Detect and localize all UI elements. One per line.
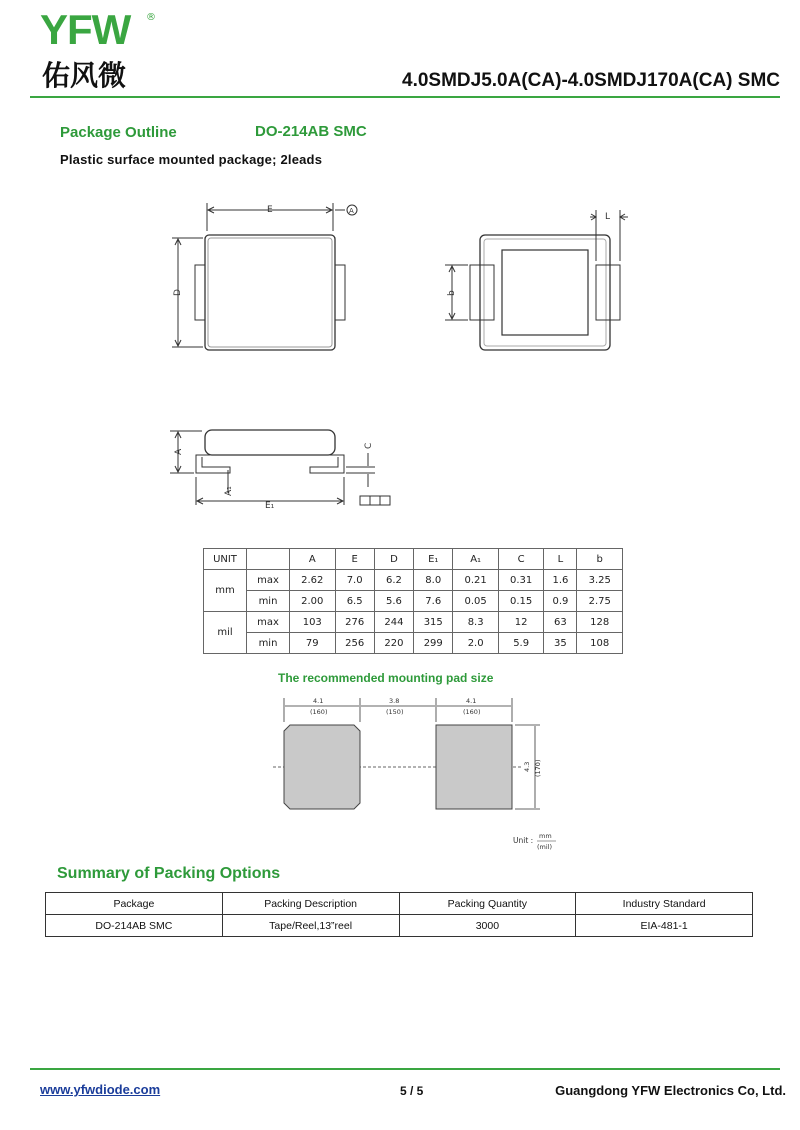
limit-cell: max xyxy=(247,570,290,591)
dim-label-c: C xyxy=(364,442,374,449)
mounting-pad-heading: The recommended mounting pad size xyxy=(278,671,494,685)
value-cell: 220 xyxy=(374,633,413,654)
mounting-pad-drawing xyxy=(265,692,565,857)
website-link[interactable]: www.yfwdiode.com xyxy=(40,1082,161,1097)
logo-chinese-name: 佑风微 xyxy=(42,59,127,92)
col-l: L xyxy=(544,549,577,570)
dimension-table-header xyxy=(204,549,623,570)
packing-description-cell: Tape/Reel,13”reel xyxy=(222,915,399,937)
table-row xyxy=(46,915,753,937)
pad-dim4-mil: (170) xyxy=(534,759,542,777)
value-cell: 299 xyxy=(414,633,453,654)
col-unit: UNIT xyxy=(204,549,247,570)
value-cell: 2.0 xyxy=(453,633,499,654)
value-cell: 5.9 xyxy=(498,633,544,654)
page-number: 5 / 5 xyxy=(400,1084,424,1098)
pad-dim4: 4.3 xyxy=(523,761,531,772)
industry-standard-cell: EIA-481-1 xyxy=(576,915,753,937)
dim-label-b: b xyxy=(447,290,457,296)
value-cell: 8.0 xyxy=(414,570,453,591)
limit-cell: min xyxy=(247,591,290,612)
col-a: A xyxy=(290,549,336,570)
packing-table-header xyxy=(46,893,753,915)
value-cell: 244 xyxy=(374,612,413,633)
datum-a-label: A xyxy=(349,207,354,215)
col-d: D xyxy=(374,549,413,570)
packing-quantity-cell: 3000 xyxy=(399,915,576,937)
unit-denominator: (mil) xyxy=(537,843,553,851)
pad-dim3-mil: (160) xyxy=(463,708,481,716)
value-cell: 3.25 xyxy=(577,570,623,591)
unit-numerator: mm xyxy=(539,832,552,840)
value-cell: 2.62 xyxy=(290,570,336,591)
package-cell: DO-214AB SMC xyxy=(46,915,223,937)
value-cell: 108 xyxy=(577,633,623,654)
col-e1: E₁ xyxy=(414,549,453,570)
value-cell: 276 xyxy=(335,612,374,633)
document-title: 4.0SMDJ5.0A(CA)-4.0SMDJ170A(CA) SMC xyxy=(402,70,780,91)
value-cell: 5.6 xyxy=(374,591,413,612)
value-cell: 6.2 xyxy=(374,570,413,591)
value-cell: 0.15 xyxy=(498,591,544,612)
value-cell: 79 xyxy=(290,633,336,654)
unit-mil: mil xyxy=(204,612,247,654)
table-row xyxy=(204,633,623,654)
logo-registered-mark: ® xyxy=(146,12,156,23)
value-cell: 256 xyxy=(335,633,374,654)
value-cell: 63 xyxy=(544,612,577,633)
company-name: Guangdong YFW Electronics Co, Ltd. xyxy=(555,1083,786,1098)
packing-table xyxy=(45,892,753,937)
value-cell: 8.3 xyxy=(453,612,499,633)
table-row xyxy=(204,612,623,633)
col-industry-standard: Industry Standard xyxy=(576,893,753,915)
col-packing-description: Packing Description xyxy=(222,893,399,915)
value-cell: 2.00 xyxy=(290,591,336,612)
pad-dim1-mil: (160) xyxy=(310,708,328,716)
table-row xyxy=(204,570,623,591)
col-package: Package xyxy=(46,893,223,915)
value-cell: 128 xyxy=(577,612,623,633)
footer-rule xyxy=(30,1068,780,1070)
col-limit xyxy=(247,549,290,570)
value-cell: 12 xyxy=(498,612,544,633)
col-c: C xyxy=(498,549,544,570)
limit-cell: max xyxy=(247,612,290,633)
value-cell: 1.6 xyxy=(544,570,577,591)
table-row xyxy=(204,591,623,612)
dimension-table xyxy=(203,548,623,654)
dim-label-a1: A₁ xyxy=(224,486,234,496)
pad-dim2-mil: (150) xyxy=(386,708,404,716)
packing-heading: Summary of Packing Options xyxy=(57,865,281,882)
value-cell: 7.0 xyxy=(335,570,374,591)
package-outline-drawing xyxy=(160,195,630,525)
package-type: DO-214AB SMC xyxy=(255,123,367,140)
dim-label-d: D xyxy=(173,289,183,296)
value-cell: 2.75 xyxy=(577,591,623,612)
header-rule xyxy=(30,96,780,98)
value-cell: 7.6 xyxy=(414,591,453,612)
package-outline-heading: Package Outline xyxy=(60,124,177,141)
dim-label-e1: E₁ xyxy=(265,501,275,511)
value-cell: 0.9 xyxy=(544,591,577,612)
value-cell: 6.5 xyxy=(335,591,374,612)
value-cell: 0.31 xyxy=(498,570,544,591)
col-e: E xyxy=(335,549,374,570)
value-cell: 35 xyxy=(544,633,577,654)
pad-dim1: 4.1 xyxy=(313,697,324,705)
col-a1: A₁ xyxy=(453,549,499,570)
logo-yfw: YFW xyxy=(40,6,131,53)
value-cell: 315 xyxy=(414,612,453,633)
value-cell: 0.21 xyxy=(453,570,499,591)
pad-dim3: 4.1 xyxy=(466,697,477,705)
pad-dim2: 3.8 xyxy=(389,697,400,705)
unit-label: Unit : xyxy=(513,836,534,845)
limit-cell: min xyxy=(247,633,290,654)
col-b: b xyxy=(577,549,623,570)
package-description: Plastic surface mounted package; 2leads xyxy=(60,152,323,167)
value-cell: 103 xyxy=(290,612,336,633)
dim-label-a: A xyxy=(174,448,184,455)
unit-mm: mm xyxy=(204,570,247,612)
col-packing-quantity: Packing Quantity xyxy=(399,893,576,915)
value-cell: 0.05 xyxy=(453,591,499,612)
dim-label-l: L xyxy=(605,212,611,222)
dim-label-e: E xyxy=(267,205,273,215)
